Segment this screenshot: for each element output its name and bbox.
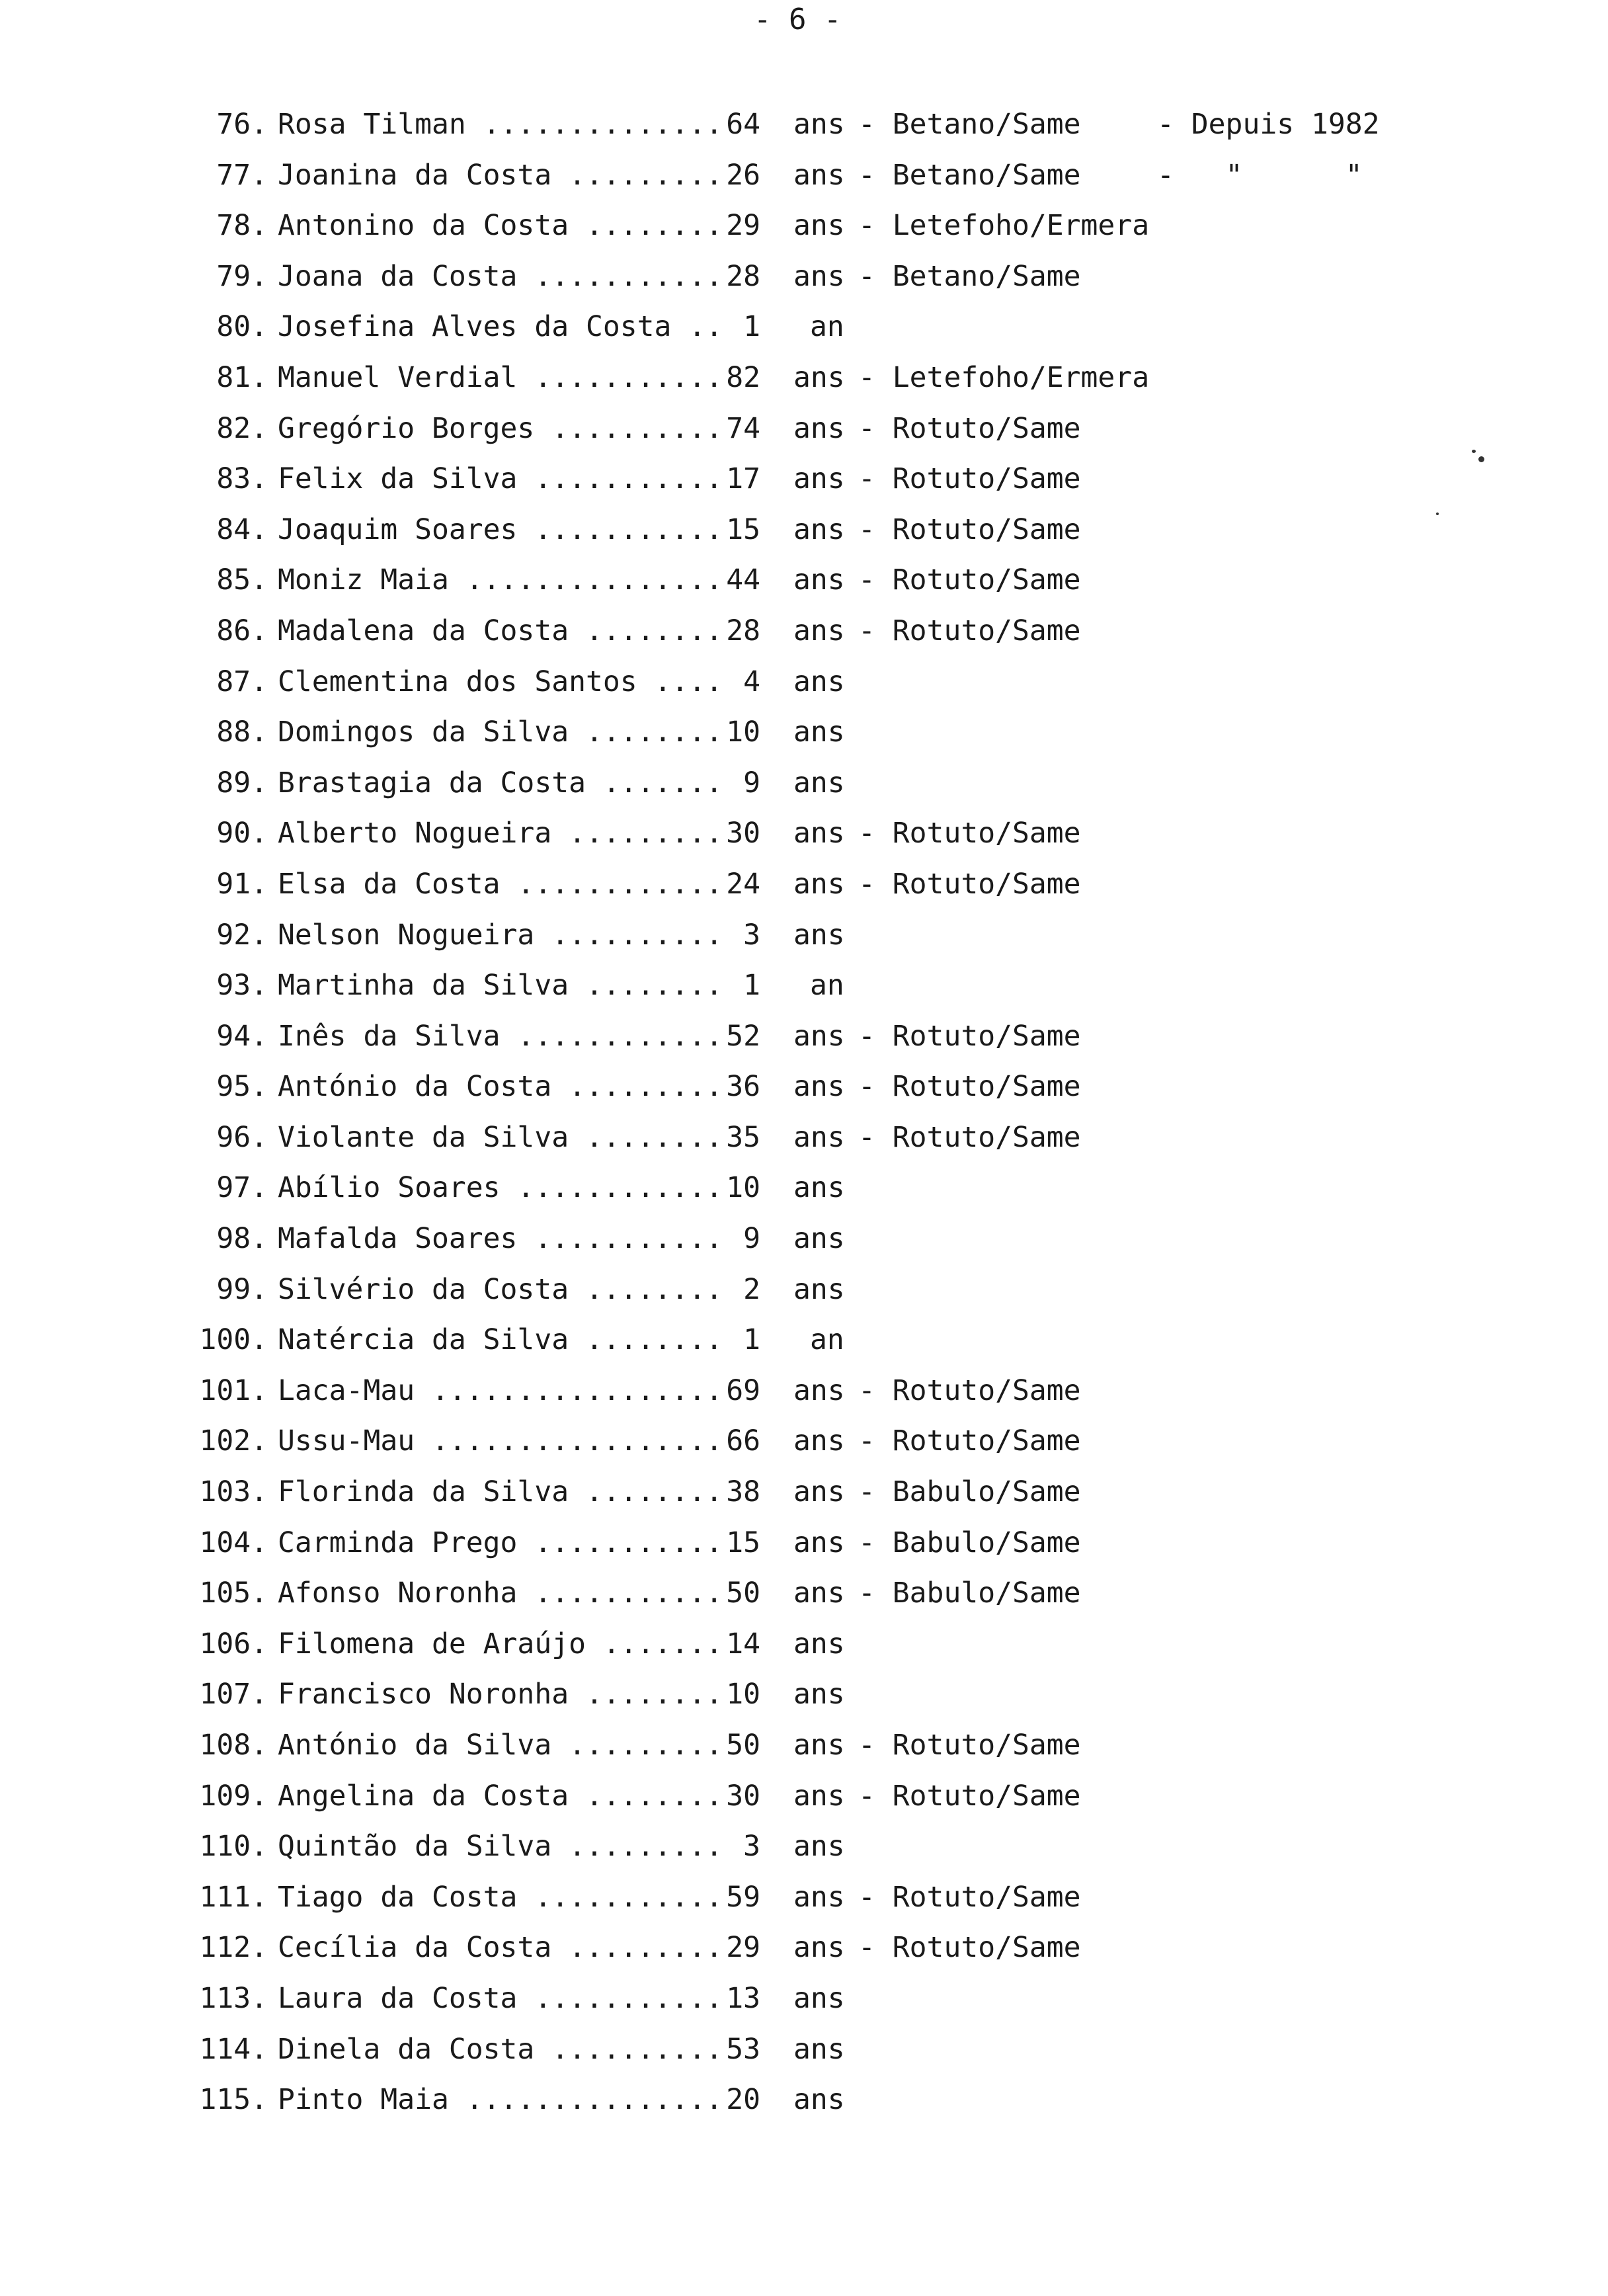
- entry-name: Tiago da Costa ...........: [278, 1880, 723, 1914]
- entry-number: 112.: [199, 1931, 268, 1965]
- entry-number: 87.: [216, 665, 268, 698]
- entry-name: António da Silva .........: [278, 1729, 723, 1762]
- entry-number: 80.: [216, 310, 268, 344]
- entry-place: - Betano/Same: [858, 259, 1081, 293]
- list-item: [0, 707, 1608, 758]
- entry-list: [0, 99, 1608, 2125]
- list-item: [0, 657, 1608, 708]
- entry-number: 111.: [199, 1880, 268, 1914]
- entry-number: 85.: [216, 563, 268, 597]
- entry-name: Brastagia da Costa .......: [278, 766, 723, 800]
- entry-age: 1: [743, 1323, 760, 1357]
- entry-number: 113.: [199, 1981, 268, 2015]
- entry-age-unit: ans: [793, 1830, 845, 1864]
- list-item: [0, 606, 1608, 657]
- entry-age: 30: [726, 1779, 760, 1813]
- entry-name: Gregório Borges ..........: [278, 411, 723, 445]
- list-item: [0, 1264, 1608, 1315]
- entry-name: Moniz Maia ...............: [278, 563, 723, 597]
- entry-age-unit: ans: [793, 817, 845, 850]
- entry-age-unit: ans: [793, 1627, 845, 1660]
- entry-age: 29: [726, 209, 760, 243]
- list-item: [0, 555, 1608, 606]
- entry-number: 81.: [216, 360, 268, 394]
- entry-age: 10: [726, 716, 760, 749]
- entry-age: 44: [726, 563, 760, 597]
- entry-age-unit: ans: [793, 1526, 845, 1559]
- list-item: [0, 1720, 1608, 1771]
- entry-age: 1: [743, 310, 760, 344]
- list-item: [0, 1366, 1608, 1416]
- entry-age: 64: [726, 108, 760, 141]
- entry-age: 28: [726, 259, 760, 293]
- entry-number: 86.: [216, 614, 268, 647]
- list-item: [0, 505, 1608, 555]
- entry-age: 4: [743, 665, 760, 698]
- entry-name: Joana da Costa ...........: [278, 259, 723, 293]
- list-item: [0, 352, 1608, 403]
- entry-number: 93.: [216, 969, 268, 1003]
- entry-place: - Rotuto/Same: [858, 1779, 1081, 1813]
- entry-number: 97.: [216, 1171, 268, 1205]
- entry-name: Silvério da Costa ........: [278, 1272, 723, 1306]
- entry-place: - Rotuto/Same: [858, 1374, 1081, 1407]
- entry-name: Florinda da Silva ........: [278, 1475, 723, 1509]
- list-item: [0, 808, 1608, 859]
- entry-name: Carminda Prego ...........: [278, 1526, 723, 1559]
- entry-age-unit: ans: [793, 1272, 845, 1306]
- list-item: [0, 1315, 1608, 1366]
- entry-name: Elsa da Costa ............: [278, 867, 723, 901]
- entry-age: 50: [726, 1729, 760, 1762]
- entry-age-unit: ans: [793, 1120, 845, 1154]
- list-item: [0, 403, 1608, 454]
- entry-place: - Rotuto/Same: [858, 1120, 1081, 1154]
- entry-place: - Rotuto/Same: [858, 462, 1081, 496]
- entry-age-unit: ans: [793, 259, 845, 293]
- entry-name: António da Costa .........: [278, 1070, 723, 1104]
- list-item: [0, 1821, 1608, 1872]
- entry-place: - Betano/Same: [858, 158, 1081, 192]
- entry-name: Afonso Noronha ...........: [278, 1577, 723, 1610]
- entry-number: 109.: [199, 1779, 268, 1813]
- entry-place: - Babulo/Same: [858, 1526, 1081, 1559]
- entry-age-unit: ans: [793, 1779, 845, 1813]
- entry-age: 2: [743, 1272, 760, 1306]
- entry-age: 29: [726, 1931, 760, 1965]
- entry-age-unit: ans: [793, 1981, 845, 2015]
- entry-number: 101.: [199, 1374, 268, 1407]
- entry-age: 36: [726, 1070, 760, 1104]
- entry-number: 105.: [199, 1577, 268, 1610]
- entry-place: - Rotuto/Same: [858, 1931, 1081, 1965]
- entry-age: 30: [726, 817, 760, 850]
- entry-place: - Rotuto/Same: [858, 867, 1081, 901]
- list-item: [0, 2024, 1608, 2075]
- entry-number: 107.: [199, 1678, 268, 1711]
- list-item: [0, 1416, 1608, 1467]
- entry-name: Manuel Verdial ...........: [278, 360, 723, 394]
- entry-name: Domingos da Silva ........: [278, 716, 723, 749]
- entry-place: - Rotuto/Same: [858, 1070, 1081, 1104]
- list-item: [0, 1163, 1608, 1213]
- entry-number: 79.: [216, 259, 268, 293]
- entry-age: 9: [743, 766, 760, 800]
- entry-age-unit: ans: [793, 360, 845, 394]
- entry-name: Abílio Soares ............: [278, 1171, 723, 1205]
- entry-age-unit: ans: [793, 2083, 845, 2117]
- list-item: [0, 454, 1608, 505]
- entry-number: 100.: [199, 1323, 268, 1357]
- entry-number: 104.: [199, 1526, 268, 1559]
- entry-age: 17: [726, 462, 760, 496]
- entry-age-unit: an: [810, 310, 844, 344]
- entry-number: 110.: [199, 1830, 268, 1864]
- entry-age-unit: ans: [793, 1171, 845, 1205]
- entry-age: 53: [726, 2032, 760, 2066]
- entry-name: Francisco Noronha ........: [278, 1678, 723, 1711]
- entry-age-unit: ans: [793, 1222, 845, 1256]
- entry-age: 10: [726, 1171, 760, 1205]
- entry-age-unit: ans: [793, 512, 845, 546]
- entry-number: 77.: [216, 158, 268, 192]
- entry-number: 90.: [216, 817, 268, 850]
- entry-number: 76.: [216, 108, 268, 141]
- entry-age-unit: ans: [793, 209, 845, 243]
- entry-name: Natércia da Silva ........: [278, 1323, 723, 1357]
- entry-number: 115.: [199, 2083, 268, 2117]
- list-item: [0, 1872, 1608, 1923]
- entry-place: - Rotuto/Same: [858, 1880, 1081, 1914]
- entry-name: Angelina da Costa ........: [278, 1779, 723, 1813]
- entry-name: Josefina Alves da Costa ..: [278, 310, 723, 344]
- entry-note: - Depuis 1982: [1157, 108, 1380, 141]
- entry-number: 88.: [216, 716, 268, 749]
- entry-number: 82.: [216, 411, 268, 445]
- entry-name: Pinto Maia ...............: [278, 2083, 723, 2117]
- entry-number: 96.: [216, 1120, 268, 1154]
- entry-age: 20: [726, 2083, 760, 2117]
- entry-number: 78.: [216, 209, 268, 243]
- entry-age: 24: [726, 867, 760, 901]
- entry-age: 82: [726, 360, 760, 394]
- list-item: [0, 302, 1608, 352]
- entry-age: 13: [726, 1981, 760, 2015]
- entry-age-unit: ans: [793, 2032, 845, 2066]
- entry-name: Inês da Silva ............: [278, 1019, 723, 1053]
- list-item: [0, 150, 1608, 201]
- entry-age: 35: [726, 1120, 760, 1154]
- entry-age-unit: ans: [793, 1475, 845, 1509]
- scan-speck: [1478, 456, 1484, 462]
- entry-number: 103.: [199, 1475, 268, 1509]
- entry-age: 59: [726, 1880, 760, 1914]
- entry-age-unit: ans: [793, 563, 845, 597]
- entry-age-unit: ans: [793, 1931, 845, 1965]
- entry-place: - Rotuto/Same: [858, 411, 1081, 445]
- entry-place: - Rotuto/Same: [858, 512, 1081, 546]
- entry-age-unit: ans: [793, 1577, 845, 1610]
- list-item: [0, 910, 1608, 961]
- entry-name: Cecília da Costa .........: [278, 1931, 723, 1965]
- entry-number: 84.: [216, 512, 268, 546]
- entry-name: Quintão da Silva .........: [278, 1830, 723, 1864]
- entry-place: - Letefoho/Ermera: [858, 209, 1150, 243]
- entry-age: 1: [743, 969, 760, 1003]
- list-item: [0, 1011, 1608, 1062]
- entry-name: Laura da Costa ...........: [278, 1981, 723, 2015]
- entry-age-unit: ans: [793, 158, 845, 192]
- entry-place: - Rotuto/Same: [858, 1424, 1081, 1458]
- entry-age: 50: [726, 1577, 760, 1610]
- entry-age-unit: ans: [793, 1070, 845, 1104]
- entry-name: Martinha da Silva ........: [278, 969, 723, 1003]
- list-item: [0, 1669, 1608, 1720]
- entry-age: 3: [743, 1830, 760, 1864]
- entry-number: 83.: [216, 462, 268, 496]
- entry-number: 114.: [199, 2032, 268, 2066]
- entry-name: Ussu-Mau .................: [278, 1424, 723, 1458]
- entry-age-unit: ans: [793, 411, 845, 445]
- list-item: [0, 251, 1608, 302]
- entry-age-unit: ans: [793, 918, 845, 952]
- list-item: [0, 1112, 1608, 1163]
- entry-name: Laca-Mau .................: [278, 1374, 723, 1407]
- list-item: [0, 1619, 1608, 1670]
- entry-name: Mafalda Soares ...........: [278, 1222, 723, 1256]
- entry-age: 69: [726, 1374, 760, 1407]
- entry-age: 9: [743, 1222, 760, 1256]
- entry-number: 95.: [216, 1070, 268, 1104]
- list-item: [0, 200, 1608, 251]
- entry-age: 14: [726, 1627, 760, 1660]
- entry-name: Madalena da Costa ........: [278, 614, 723, 647]
- entry-number: 94.: [216, 1019, 268, 1053]
- entry-age: 3: [743, 918, 760, 952]
- entry-age-unit: ans: [793, 1729, 845, 1762]
- entry-name: Filomena de Araújo .......: [278, 1627, 723, 1660]
- entry-name: Alberto Nogueira .........: [278, 817, 723, 850]
- entry-age-unit: an: [810, 1323, 844, 1357]
- list-item: [0, 1061, 1608, 1112]
- entry-name: Violante da Silva ........: [278, 1120, 723, 1154]
- entry-name: Joanina da Costa .........: [278, 158, 723, 192]
- entry-age-unit: ans: [793, 766, 845, 800]
- entry-age: 15: [726, 1526, 760, 1559]
- entry-place: - Rotuto/Same: [858, 614, 1081, 647]
- list-item: [0, 1922, 1608, 1973]
- entry-note: - " ": [1157, 158, 1363, 192]
- scan-speck: [1472, 450, 1476, 453]
- entry-age-unit: ans: [793, 1880, 845, 1914]
- entry-age: 15: [726, 512, 760, 546]
- entry-name: Dinela da Costa ..........: [278, 2032, 723, 2066]
- entry-number: 98.: [216, 1222, 268, 1256]
- list-item: [0, 1213, 1608, 1264]
- entry-number: 102.: [199, 1424, 268, 1458]
- list-item: [0, 2074, 1608, 2125]
- list-item: [0, 1771, 1608, 1822]
- entry-number: 92.: [216, 918, 268, 952]
- list-item: [0, 758, 1608, 809]
- list-item: [0, 1467, 1608, 1518]
- entry-number: 108.: [199, 1729, 268, 1762]
- entry-place: - Rotuto/Same: [858, 563, 1081, 597]
- entry-place: - Letefoho/Ermera: [858, 360, 1150, 394]
- list-item: [0, 1973, 1608, 2024]
- entry-name: Rosa Tilman ..............: [278, 108, 723, 141]
- entry-age-unit: ans: [793, 1019, 845, 1053]
- entry-place: - Babulo/Same: [858, 1577, 1081, 1610]
- entry-age: 10: [726, 1678, 760, 1711]
- entry-age: 74: [726, 411, 760, 445]
- list-item: [0, 859, 1608, 910]
- entry-place: - Rotuto/Same: [858, 817, 1081, 850]
- entry-name: Joaquim Soares ...........: [278, 512, 723, 546]
- entry-age-unit: ans: [793, 1374, 845, 1407]
- entry-age-unit: ans: [793, 867, 845, 901]
- list-item: [0, 1568, 1608, 1619]
- entry-age-unit: ans: [793, 462, 845, 496]
- entry-name: Clementina dos Santos ....: [278, 665, 723, 698]
- list-item: [0, 960, 1608, 1011]
- list-item: [0, 1518, 1608, 1569]
- entry-age: 52: [726, 1019, 760, 1053]
- entry-age-unit: ans: [793, 716, 845, 749]
- entry-name: Felix da Silva ...........: [278, 462, 723, 496]
- scan-speck: [1436, 512, 1439, 515]
- entry-place: - Rotuto/Same: [858, 1019, 1081, 1053]
- entry-age: 28: [726, 614, 760, 647]
- entry-number: 99.: [216, 1272, 268, 1306]
- entry-name: Nelson Nogueira ..........: [278, 918, 723, 952]
- entry-age: 66: [726, 1424, 760, 1458]
- entry-age-unit: ans: [793, 1424, 845, 1458]
- entry-age-unit: ans: [793, 665, 845, 698]
- entry-place: - Betano/Same: [858, 108, 1081, 141]
- entry-number: 89.: [216, 766, 268, 800]
- entry-age: 38: [726, 1475, 760, 1509]
- entry-name: Antonino da Costa ........: [278, 209, 723, 243]
- entry-age-unit: an: [810, 969, 844, 1003]
- page-number: - 6 -: [754, 3, 842, 36]
- entry-age-unit: ans: [793, 614, 845, 647]
- entry-place: - Rotuto/Same: [858, 1729, 1081, 1762]
- list-item: [0, 99, 1608, 150]
- entry-place: - Babulo/Same: [858, 1475, 1081, 1509]
- entry-age-unit: ans: [793, 108, 845, 141]
- entry-age: 26: [726, 158, 760, 192]
- entry-age-unit: ans: [793, 1678, 845, 1711]
- entry-number: 91.: [216, 867, 268, 901]
- entry-number: 106.: [199, 1627, 268, 1660]
